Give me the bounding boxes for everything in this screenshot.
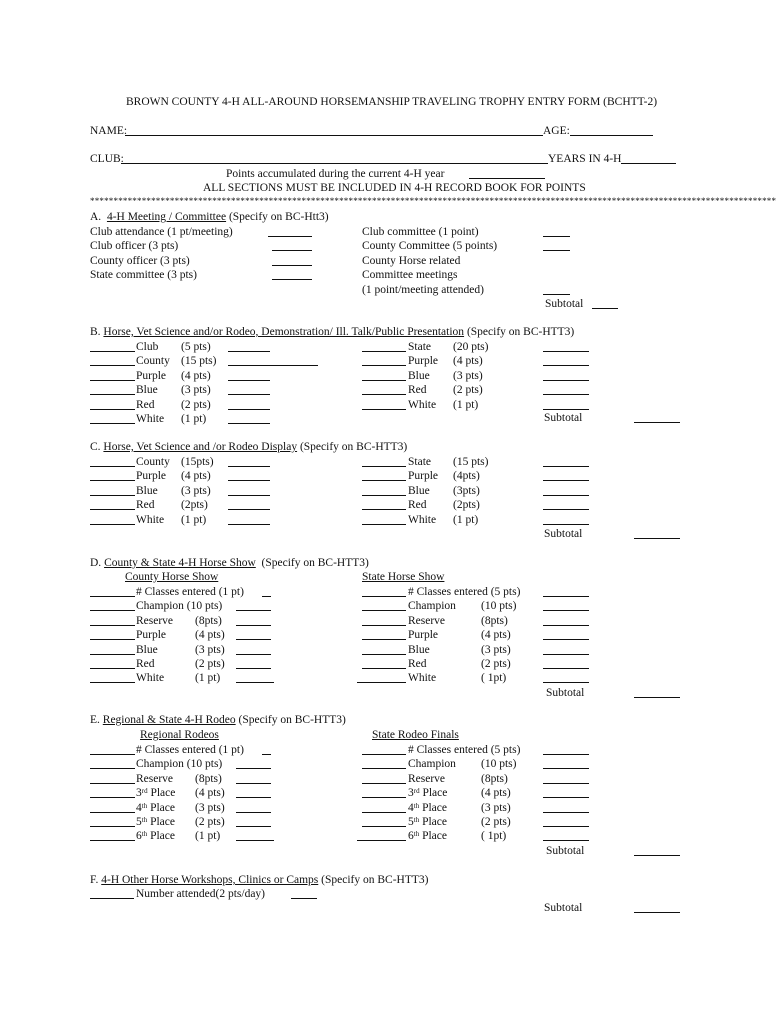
d-left-points-label: (4 pts) <box>195 629 225 642</box>
c-left-points-label: (1 pt) <box>181 513 207 526</box>
a-left-item-label: Club officer (3 pts) <box>90 240 179 252</box>
section-d-subtotal-field[interactable] <box>634 697 680 698</box>
d-left-item-label: Purple <box>136 629 167 642</box>
e-right-blank[interactable] <box>362 797 406 798</box>
c-left-points-label: (2pts) <box>181 499 208 512</box>
c-left-item-label: White <box>136 513 165 526</box>
section-a-heading: A. 4-H Meeting / Committee (Specify on BC-Htt3) <box>90 211 329 223</box>
section-d-subtotal-label: Subtotal <box>546 687 585 699</box>
e-left-points-label: (3 pts) <box>195 801 225 814</box>
b-left-blank[interactable] <box>90 380 135 381</box>
d-left-points-field[interactable] <box>236 610 271 611</box>
e-left-item-label <box>136 829 175 843</box>
ordinal-suffix: th <box>141 830 148 839</box>
place-word: Place <box>422 787 448 800</box>
section-a-subtotal-label: Subtotal <box>545 298 584 310</box>
b-left-blank[interactable] <box>90 409 135 410</box>
ordinal-suffix: th <box>413 801 420 810</box>
place-word: Place <box>422 830 447 843</box>
place-number: 3 <box>136 787 142 800</box>
e-left-points-field[interactable] <box>236 768 271 769</box>
d-right-points-field[interactable] <box>543 654 589 655</box>
section-e-subtotal-label: Subtotal <box>546 845 585 857</box>
a-left-points-field[interactable] <box>272 265 312 266</box>
points-note: Points accumulated during the current 4-H year <box>226 168 445 180</box>
b-left-blank[interactable] <box>90 394 135 395</box>
place-number: 4 <box>136 801 142 814</box>
c-left-points-field[interactable] <box>228 495 270 496</box>
c-right-points-label: (15 pts) <box>453 456 489 468</box>
section-c-heading: C. Horse, Vet Science and /or Rodeo Display (Specify on BC-HTT3) <box>90 441 408 453</box>
d-right-points-label: (3 pts) <box>481 643 511 656</box>
years-label: YEARS IN 4-H <box>548 153 622 165</box>
year-field[interactable] <box>469 178 545 179</box>
a-right-item-label: County Horse related <box>362 255 461 267</box>
b-right-item-label: White <box>408 398 437 411</box>
b-right-blank[interactable] <box>362 394 406 395</box>
d-right-blank[interactable] <box>362 639 406 640</box>
d-right-points-label: (2 pts) <box>481 658 511 670</box>
d-left-points-label: (8pts) <box>195 614 222 627</box>
e-right-points-label: (8pts) <box>481 772 508 785</box>
section-d-heading: D. County & State 4-H Horse Show (Specify on BC-HTT3) <box>90 557 369 569</box>
place-word: Place <box>422 801 447 814</box>
e-right-points-label: (4 pts) <box>481 787 511 800</box>
a-left-item-label: County officer (3 pts) <box>90 255 190 267</box>
b-left-points-field[interactable] <box>228 394 270 395</box>
b-right-item-label: Purple <box>408 355 439 368</box>
d-right-points-label: ( 1pt) <box>481 672 507 685</box>
d-left-item-label: White <box>136 672 165 685</box>
a-right-points-field[interactable] <box>543 250 570 251</box>
b-left-points-label: (3 pts) <box>181 384 211 397</box>
c-left-blank[interactable] <box>90 509 135 510</box>
d-left-blank[interactable] <box>90 682 135 683</box>
e-right-points-field[interactable] <box>543 797 589 798</box>
a-left-item-label: Club attendance (1 pt/meeting) <box>90 226 233 238</box>
d-right-points-label: (4 pts) <box>481 629 511 642</box>
c-right-blank[interactable] <box>362 466 406 467</box>
c-right-points-field[interactable] <box>543 466 589 467</box>
d-right-points-field[interactable] <box>543 639 589 640</box>
c-right-item-label: Red <box>408 499 427 512</box>
section-f-heading: F. 4-H Other Horse Workshops, Clinics or Camps (Specify on BC-HTT3) <box>90 874 429 886</box>
c-right-blank[interactable] <box>362 509 406 510</box>
d-right-blank[interactable] <box>362 668 406 669</box>
e-right-blank[interactable] <box>362 754 406 755</box>
c-left-item-label: County <box>136 456 170 468</box>
section-a-subtotal-field[interactable] <box>592 308 618 309</box>
c-right-item-label: Blue <box>408 484 430 497</box>
c-right-points-field[interactable] <box>543 509 589 510</box>
e-right-points-label: (10 pts) <box>481 758 517 771</box>
c-right-points-field[interactable] <box>543 480 589 481</box>
a-left-points-field[interactable] <box>272 250 312 251</box>
a-left-item-label: State committee (3 pts) <box>90 269 197 281</box>
place-word: Place <box>422 816 447 828</box>
a-left-points-field[interactable] <box>268 236 312 237</box>
d-right-points-field[interactable] <box>543 668 589 669</box>
a-right-item-label: Committee meetings <box>362 269 458 281</box>
c-right-points-label: (4pts) <box>453 470 480 483</box>
e-right-points-field[interactable] <box>543 768 589 769</box>
c-left-points-field[interactable] <box>228 466 270 467</box>
b-right-points-label: (1 pt) <box>453 398 479 411</box>
e-right-blank[interactable] <box>362 783 406 784</box>
d-left-item-label: # Classes entered (1 pt) <box>136 586 244 598</box>
d-right-blank[interactable] <box>362 654 406 655</box>
c-right-blank[interactable] <box>362 495 406 496</box>
e-left-item-label <box>136 815 175 829</box>
e-left-blank[interactable] <box>90 783 135 784</box>
name-field[interactable] <box>125 135 543 136</box>
d-left-item-label: Reserve <box>136 614 174 627</box>
section-e-heading: E. Regional & State 4-H Rodeo (Specify on BC-HTT3) <box>90 714 346 726</box>
ordinal-suffix: rd <box>413 787 420 796</box>
d-left-points-field[interactable] <box>236 639 271 640</box>
b-left-blank[interactable] <box>90 365 135 366</box>
c-left-blank[interactable] <box>90 466 135 467</box>
b-right-blank[interactable] <box>362 351 406 352</box>
e-left-item-label: Reserve <box>136 772 174 785</box>
d-left-points-label: (3 pts) <box>195 643 225 656</box>
place-number: 4 <box>408 801 414 814</box>
d-right-blank[interactable] <box>357 682 406 683</box>
e-left-points-field[interactable] <box>236 812 271 813</box>
d-right-points-field[interactable] <box>543 625 589 626</box>
form-title: BROWN COUNTY 4-H ALL-AROUND HORSEMANSHIP TRAVELING TROPHY ENTRY FORM (BCHTT-2) <box>126 96 658 108</box>
section-b-subtotal-field[interactable] <box>634 422 680 423</box>
b-right-blank[interactable] <box>362 409 406 410</box>
place-word: Place <box>150 830 175 843</box>
e-right-blank[interactable] <box>362 812 406 813</box>
d-right-item-label: Reserve <box>408 614 446 627</box>
state-horse-show-heading: State Horse Show <box>362 571 445 583</box>
e-right-points-label: (2 pts) <box>481 816 511 828</box>
b-right-points-field[interactable] <box>543 409 589 410</box>
e-right-points-label: (3 pts) <box>481 801 511 814</box>
e-right-points-field[interactable] <box>543 754 589 755</box>
e-right-points-field[interactable] <box>543 783 589 784</box>
d-right-item-label: # Classes entered (5 pts) <box>408 586 521 598</box>
workshops-blank[interactable] <box>90 898 134 899</box>
e-right-points-field[interactable] <box>543 840 589 841</box>
d-left-points-field[interactable] <box>236 625 271 626</box>
c-left-blank[interactable] <box>90 480 135 481</box>
regional-rodeos-heading: Regional Rodeos <box>140 729 219 741</box>
name-label: NAME: <box>90 125 128 137</box>
e-right-item-label <box>408 786 447 800</box>
b-right-points-label: (20 pts) <box>453 341 489 353</box>
e-left-blank[interactable] <box>90 754 135 755</box>
d-left-blank[interactable] <box>90 668 135 669</box>
c-right-item-label: State <box>408 456 431 468</box>
c-right-item-label: White <box>408 513 437 526</box>
e-right-points-field[interactable] <box>543 826 589 827</box>
section-f-subtotal-field[interactable] <box>634 912 680 913</box>
place-number: 5 <box>408 816 414 828</box>
c-left-blank[interactable] <box>90 524 135 525</box>
d-left-points-field[interactable] <box>236 668 271 669</box>
b-left-points-field[interactable] <box>228 380 270 381</box>
a-right-item-label: County Committee (5 points) <box>362 240 498 252</box>
e-left-points-label: (2 pts) <box>195 816 225 828</box>
c-right-points-label: (3pts) <box>453 484 480 497</box>
b-right-points-label: (3 pts) <box>453 369 483 382</box>
place-number: 6 <box>136 830 142 843</box>
d-left-item-label: Blue <box>136 643 158 656</box>
d-right-points-label: (10 pts) <box>481 600 517 613</box>
place-word: Place <box>150 816 175 828</box>
ordinal-suffix: th <box>413 816 420 824</box>
c-left-points-label: (3 pts) <box>181 484 211 497</box>
d-left-blank[interactable] <box>90 610 135 611</box>
e-left-item-label: Champion (10 pts) <box>136 758 223 771</box>
c-right-points-field[interactable] <box>543 524 589 525</box>
b-left-points-field[interactable] <box>228 423 270 424</box>
c-left-points-field[interactable] <box>228 480 270 481</box>
d-left-item-label: Champion (10 pts) <box>136 600 223 613</box>
b-left-points-field[interactable] <box>228 365 318 366</box>
d-left-blank[interactable] <box>90 654 135 655</box>
e-left-blank[interactable] <box>90 768 135 769</box>
c-right-points-label: (2pts) <box>453 499 480 512</box>
e-right-points-label: ( 1pt) <box>481 830 507 843</box>
d-right-points-field[interactable] <box>543 596 589 597</box>
c-left-item-label: Red <box>136 499 155 512</box>
c-left-blank[interactable] <box>90 495 135 496</box>
e-left-points-field[interactable] <box>236 797 271 798</box>
d-left-points-field[interactable] <box>236 682 274 683</box>
e-left-item-label: # Classes entered (1 pt) <box>136 744 244 756</box>
d-right-item-label: White <box>408 672 437 685</box>
b-left-points-field[interactable] <box>228 409 270 410</box>
b-left-item-label: Red <box>136 398 155 411</box>
club-label: CLUB: <box>90 153 124 165</box>
c-left-points-field[interactable] <box>228 524 270 525</box>
e-left-points-label: (8pts) <box>195 772 222 785</box>
a-right-points-field[interactable] <box>543 294 570 295</box>
ordinal-suffix: th <box>141 816 148 824</box>
years-field[interactable] <box>621 163 676 164</box>
c-right-item-label: Purple <box>408 470 439 483</box>
c-right-blank[interactable] <box>362 524 406 525</box>
d-right-blank[interactable] <box>362 625 406 626</box>
c-right-blank[interactable] <box>362 480 406 481</box>
place-number: 6 <box>408 830 414 843</box>
d-right-points-label: (8pts) <box>481 614 508 627</box>
section-b-subtotal-label: Subtotal <box>544 412 583 424</box>
state-rodeo-finals-heading: State Rodeo Finals <box>372 729 459 741</box>
e-right-item-label <box>408 801 447 815</box>
e-right-blank[interactable] <box>362 768 406 769</box>
d-left-item-label: Red <box>136 658 155 670</box>
d-right-item-label: Champion <box>408 600 456 613</box>
section-f-subtotal-label: Subtotal <box>544 902 583 914</box>
e-left-points-field[interactable] <box>236 783 271 784</box>
d-right-item-label: Purple <box>408 629 439 642</box>
e-right-item-label <box>408 829 447 843</box>
d-right-item-label: Blue <box>408 643 430 656</box>
b-right-points-field[interactable] <box>543 394 589 395</box>
separator-stars: ************************************************************************************************************************************************** <box>90 196 776 206</box>
section-b-heading: B. Horse, Vet Science and/or Rodeo, Demonstration/ Ill. Talk/Public Presentation (Specify on BC-HTT3) <box>90 326 575 338</box>
e-left-points-field[interactable] <box>236 840 274 841</box>
c-right-points-field[interactable] <box>543 495 589 496</box>
e-left-blank[interactable] <box>90 840 135 841</box>
place-word: Place <box>150 787 176 800</box>
b-right-points-label: (4 pts) <box>453 355 483 368</box>
e-left-points-label: (1 pt) <box>195 830 221 843</box>
e-left-item-label <box>136 786 175 800</box>
a-right-item-label: Club committee (1 point) <box>362 226 479 238</box>
ordinal-suffix: th <box>413 830 420 839</box>
e-left-blank[interactable] <box>90 826 135 827</box>
b-left-points-label: (4 pts) <box>181 369 211 382</box>
b-left-points-label: (15 pts) <box>181 355 217 368</box>
b-right-points-label: (2 pts) <box>453 384 483 397</box>
e-left-item-label <box>136 801 175 815</box>
b-right-points-field[interactable] <box>543 365 589 366</box>
b-right-item-label: State <box>408 341 431 353</box>
e-right-blank[interactable] <box>362 826 406 827</box>
age-label: AGE: <box>543 125 570 137</box>
c-left-item-label: Blue <box>136 484 158 497</box>
d-left-points-label: (2 pts) <box>195 658 225 670</box>
a-right-item-label: (1 point/meeting attended) <box>362 284 484 296</box>
section-e-subtotal-field[interactable] <box>634 855 680 856</box>
ordinal-suffix: th <box>141 801 148 810</box>
d-right-points-field[interactable] <box>543 610 589 611</box>
b-left-item-label: Purple <box>136 369 167 382</box>
workshops-points[interactable] <box>291 898 317 899</box>
b-left-points-label: (1 pt) <box>181 413 207 425</box>
a-right-points-field[interactable] <box>543 236 570 237</box>
e-left-points-field[interactable] <box>236 826 271 827</box>
b-left-blank[interactable] <box>90 423 135 424</box>
d-right-item-label: Red <box>408 658 427 670</box>
b-right-item-label: Blue <box>408 369 430 382</box>
workshops-label: Number attended(2 pts/day) <box>136 888 266 900</box>
b-left-item-label: Club <box>136 341 159 353</box>
b-left-blank[interactable] <box>90 351 135 352</box>
e-left-blank[interactable] <box>90 812 135 813</box>
e-right-blank[interactable] <box>357 840 406 841</box>
c-left-item-label: Purple <box>136 470 167 483</box>
place-number: 3 <box>408 787 414 800</box>
e-right-item-label: Reserve <box>408 772 446 785</box>
section-c-subtotal-label: Subtotal <box>544 528 583 540</box>
b-right-item-label: Red <box>408 384 427 397</box>
d-left-points-field[interactable] <box>262 596 271 597</box>
section-c-subtotal-field[interactable] <box>634 538 680 539</box>
e-left-points-field[interactable] <box>262 754 271 755</box>
d-left-points-label: (1 pt) <box>195 672 221 685</box>
b-right-blank[interactable] <box>362 365 406 366</box>
d-left-blank[interactable] <box>90 639 135 640</box>
d-right-points-field[interactable] <box>543 682 589 683</box>
b-left-item-label: White <box>136 413 165 425</box>
place-word: Place <box>150 801 175 814</box>
county-horse-show-heading: County Horse Show <box>125 571 219 583</box>
b-left-item-label: Blue <box>136 384 158 397</box>
c-left-points-label: (15pts) <box>181 456 214 468</box>
place-number: 5 <box>136 816 142 828</box>
e-right-points-field[interactable] <box>543 812 589 813</box>
e-right-item-label <box>408 815 447 829</box>
club-field[interactable] <box>121 163 548 164</box>
e-right-item-label: # Classes entered (5 pts) <box>408 744 521 756</box>
d-left-blank[interactable] <box>90 596 135 597</box>
ordinal-suffix: rd <box>141 787 148 796</box>
b-left-points-field[interactable] <box>228 351 270 352</box>
d-left-points-field[interactable] <box>236 654 271 655</box>
c-left-points-label: (4 pts) <box>181 470 211 483</box>
e-left-points-label: (4 pts) <box>195 787 225 800</box>
all-sections-note: ALL SECTIONS MUST BE INCLUDED IN 4-H RECORD BOOK FOR POINTS <box>203 182 586 194</box>
b-left-points-label: (5 pts) <box>181 341 211 353</box>
d-right-blank[interactable] <box>362 596 406 597</box>
c-left-points-field[interactable] <box>228 509 270 510</box>
b-right-points-field[interactable] <box>543 351 589 352</box>
e-right-item-label: Champion <box>408 758 456 771</box>
b-left-points-label: (2 pts) <box>181 398 211 411</box>
age-field[interactable] <box>570 135 653 136</box>
b-right-points-field[interactable] <box>543 380 589 381</box>
d-right-blank[interactable] <box>362 610 406 611</box>
c-right-points-label: (1 pt) <box>453 513 479 526</box>
d-left-blank[interactable] <box>90 625 135 626</box>
a-left-points-field[interactable] <box>272 279 312 280</box>
e-left-blank[interactable] <box>90 797 135 798</box>
b-left-item-label: County <box>136 355 170 368</box>
b-right-blank[interactable] <box>362 380 406 381</box>
